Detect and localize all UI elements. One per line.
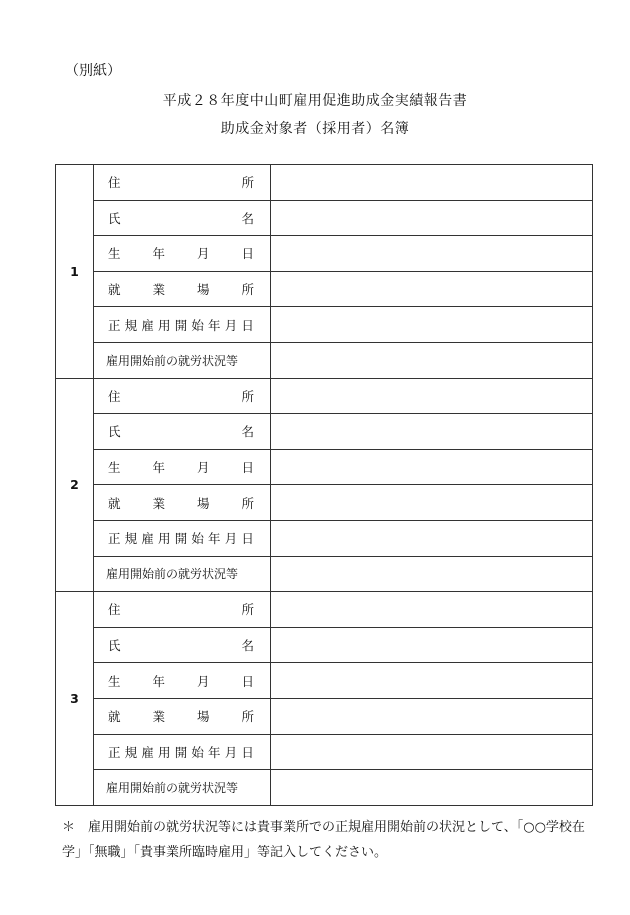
label-char: 所 — [241, 602, 254, 618]
roster-row — [56, 663, 593, 699]
label-char: 開 — [174, 531, 188, 547]
label-char: 所 — [241, 282, 254, 298]
label-char: 始 — [191, 531, 204, 547]
label-char: 業 — [152, 495, 165, 511]
label-char: 月 — [196, 673, 210, 689]
label-char: 就 — [108, 495, 121, 511]
label-char: 就 — [108, 709, 121, 725]
roster-row — [56, 627, 593, 663]
field-label-prior-status: 雇用開始前の就労状況等 — [94, 556, 271, 592]
roster-row — [56, 378, 593, 414]
field-value-prior-status[interactable] — [271, 342, 593, 378]
field-label-address — [94, 378, 271, 414]
field-label-birthdate — [94, 449, 271, 485]
label-char: 日 — [241, 460, 254, 476]
roster-row — [56, 307, 593, 343]
entry-number: 3 — [56, 592, 94, 806]
label-char: 場 — [196, 282, 210, 298]
label-char: 生 — [108, 673, 121, 689]
label-char: 日 — [241, 317, 254, 333]
field-label-name — [94, 414, 271, 450]
roster-row — [56, 414, 593, 450]
label-char: 所 — [241, 709, 254, 725]
field-value-address[interactable] — [271, 165, 593, 201]
field-label-name — [94, 200, 271, 236]
label-char: 用 — [158, 744, 171, 760]
label-char: 雇 — [141, 744, 154, 760]
field-label-workplace — [94, 271, 271, 307]
roster-row — [56, 520, 593, 556]
label-char: 氏 — [108, 424, 121, 440]
entry-number: 1 — [56, 165, 94, 379]
entry-number: 2 — [56, 378, 94, 592]
field-value-birthdate[interactable] — [271, 236, 593, 272]
label-char: 始 — [191, 744, 204, 760]
field-value-name[interactable] — [271, 414, 593, 450]
label-char: 所 — [241, 388, 254, 404]
field-value-workplace[interactable] — [271, 698, 593, 734]
roster-table — [55, 164, 593, 806]
label-char: 日 — [241, 531, 254, 547]
label-char: 用 — [158, 531, 171, 547]
label-char: 正 — [108, 317, 121, 333]
label-char: 日 — [241, 246, 254, 262]
label-char: 場 — [196, 495, 210, 511]
label-char: 所 — [241, 175, 254, 191]
field-label-prior-status: 雇用開始前の就労状況等 — [94, 342, 271, 378]
label-char: 月 — [224, 744, 238, 760]
label-char: 規 — [124, 531, 138, 547]
label-char: 規 — [124, 317, 138, 333]
label-char: 月 — [196, 246, 210, 262]
label-char: 開 — [174, 317, 188, 333]
field-label-address — [94, 592, 271, 628]
roster-row — [56, 200, 593, 236]
roster-row — [56, 236, 593, 272]
label-char: 住 — [108, 175, 121, 191]
field-value-workplace[interactable] — [271, 485, 593, 521]
label-char: 業 — [152, 282, 165, 298]
label-char: 年 — [152, 460, 165, 476]
label-char: 業 — [152, 709, 165, 725]
field-value-workplace[interactable] — [271, 271, 593, 307]
document-title: 平成２８年度中山町雇用促進助成金実績報告書 — [162, 93, 468, 109]
field-label-name — [94, 627, 271, 663]
label-char: 年 — [208, 531, 221, 547]
field-label-start-date — [94, 307, 271, 343]
label-char: 名 — [241, 424, 254, 440]
label-char: 年 — [152, 673, 165, 689]
label-char: 雇 — [141, 531, 154, 547]
field-value-address[interactable] — [271, 592, 593, 628]
field-label-address — [94, 165, 271, 201]
roster-row — [56, 485, 593, 521]
label-char: 氏 — [108, 210, 121, 226]
label-char: 月 — [196, 460, 210, 476]
roster-row — [56, 770, 593, 806]
field-label-workplace — [94, 698, 271, 734]
label-char: 正 — [108, 531, 121, 547]
label-char: 日 — [241, 744, 254, 760]
label-char: 月 — [224, 317, 238, 333]
roster-row — [56, 449, 593, 485]
label-char: 年 — [208, 317, 221, 333]
label-char: 月 — [224, 531, 238, 547]
field-value-address[interactable] — [271, 378, 593, 414]
footnote: ＊ 雇用開始前の就労状況等には貴事業所での正規雇用開始前の状況として、「○○学校在学」「無職」「貴事業所臨時雇用」等記入してください。 — [62, 820, 585, 860]
field-label-workplace — [94, 485, 271, 521]
field-value-start-date[interactable] — [271, 307, 593, 343]
field-value-birthdate[interactable] — [271, 663, 593, 699]
field-label-start-date — [94, 520, 271, 556]
roster-row — [56, 698, 593, 734]
field-value-prior-status[interactable] — [271, 556, 593, 592]
field-value-name[interactable] — [271, 200, 593, 236]
label-char: 正 — [108, 744, 121, 760]
roster-row — [56, 556, 593, 592]
label-char: 氏 — [108, 638, 121, 654]
annex-label: （別紙） — [65, 63, 121, 79]
label-char: 用 — [158, 317, 171, 333]
label-char: 場 — [196, 709, 210, 725]
roster-row — [56, 734, 593, 770]
field-value-start-date[interactable] — [271, 734, 593, 770]
roster-row — [56, 271, 593, 307]
field-label-birthdate — [94, 236, 271, 272]
label-char: 始 — [191, 317, 204, 333]
field-label-prior-status: 雇用開始前の就労状況等 — [94, 770, 271, 806]
label-char: 住 — [108, 388, 121, 404]
label-char: 所 — [241, 495, 254, 511]
roster-row — [56, 342, 593, 378]
label-char: 年 — [152, 246, 165, 262]
field-value-start-date[interactable] — [271, 520, 593, 556]
label-char: 生 — [108, 246, 121, 262]
label-char: 名 — [241, 638, 254, 654]
field-label-start-date — [94, 734, 271, 770]
roster-row — [56, 592, 593, 628]
label-char: 日 — [241, 673, 254, 689]
field-value-prior-status[interactable] — [271, 770, 593, 806]
label-char: 名 — [241, 210, 254, 226]
document-subtitle: 助成金対象者（採用者）名簿 — [220, 121, 410, 137]
label-char: 住 — [108, 602, 121, 618]
label-char: 開 — [174, 744, 188, 760]
field-value-name[interactable] — [271, 627, 593, 663]
label-char: 規 — [124, 744, 138, 760]
label-char: 雇 — [141, 317, 154, 333]
label-char: 就 — [108, 282, 121, 298]
field-value-birthdate[interactable] — [271, 449, 593, 485]
field-label-birthdate — [94, 663, 271, 699]
label-char: 年 — [208, 744, 221, 760]
roster-row — [56, 165, 593, 201]
label-char: 生 — [108, 460, 121, 476]
